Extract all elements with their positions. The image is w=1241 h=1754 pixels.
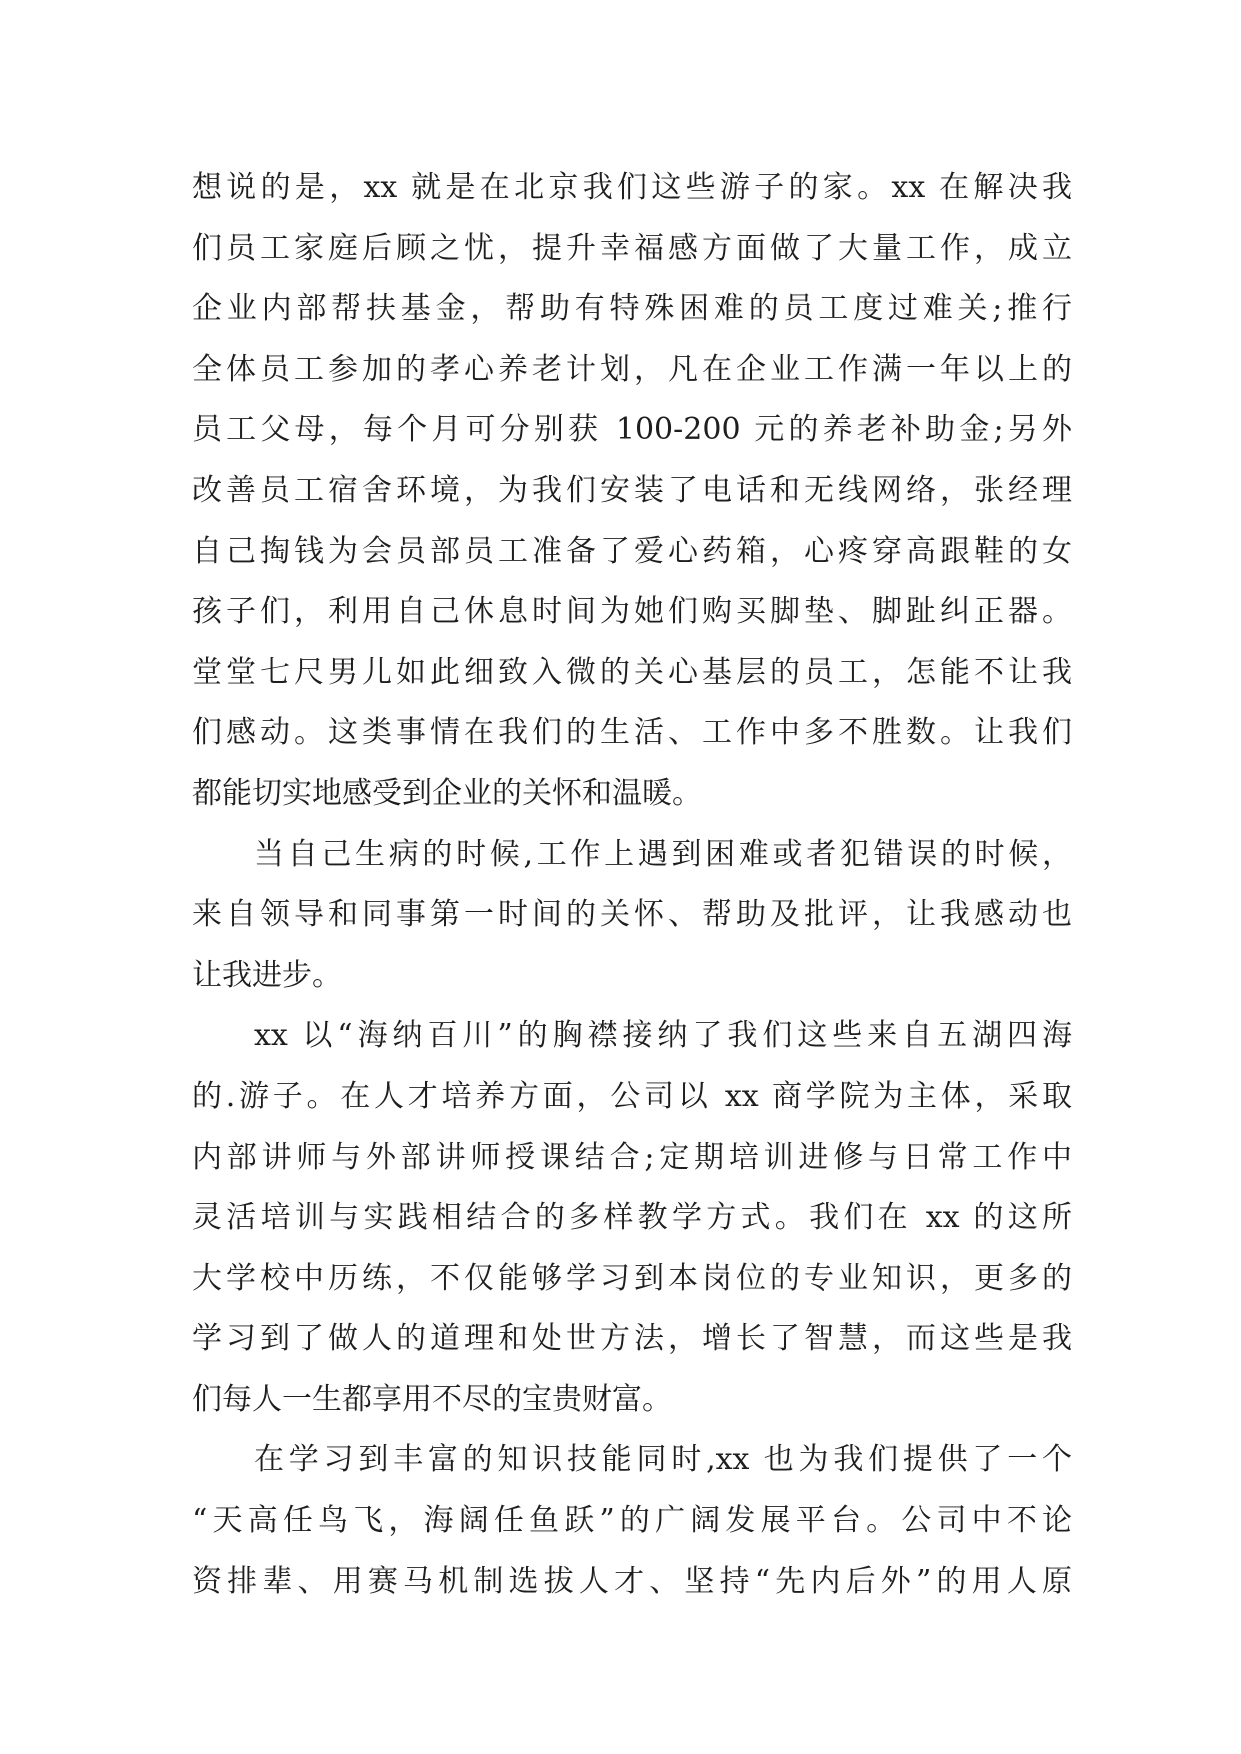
text-line: 在学习到丰富的知识技能同时,xx 也为我们提供了一个 [254, 1442, 1072, 1478]
text-line: 自己掏钱为会员部员工准备了爱心药箱，心疼穿高跟鞋的女 [192, 533, 1072, 569]
text-line: 的.游子。在人才培养方面，公司以 xx 商学院为主体，采取 [192, 1078, 1072, 1114]
text-line: 想说的是，xx 就是在北京我们这些游子的家。xx 在解决我 [192, 170, 1072, 205]
paragraph-3 [192, 1006, 1072, 1430]
paragraph-2 [192, 825, 1072, 1007]
paragraph-4 [192, 1430, 1072, 1612]
document-body [192, 158, 1072, 1612]
text-line: 学习到了做人的道理和处世方法，增长了智慧，而这些是我 [192, 1321, 1072, 1357]
text-line: 们每人一生都享用不尽的宝贵财富。 [192, 1381, 672, 1417]
text-line: 内部讲师与外部讲师授课结合;定期培训进修与日常工作中 [192, 1139, 1072, 1175]
text-line: 来自领导和同事第一时间的关怀、帮助及批评，让我感动也 [192, 897, 1072, 933]
text-line: 灵活培训与实践相结合的多样教学方式。我们在 xx 的这所 [192, 1200, 1072, 1236]
text-line: 资排辈、用赛马机制选拔人才、坚持“先内后外”的用人原 [192, 1563, 1072, 1599]
text-line: 让我进步。 [192, 957, 342, 993]
text-line: 们员工家庭后顾之忧，提升幸福感方面做了大量工作，成立 [192, 230, 1072, 266]
text-line: 堂堂七尺男儿如此细致入微的关心基层的员工，怎能不让我 [192, 654, 1072, 690]
text-line: xx 以“海纳百川”的胸襟接纳了我们这些来自五湖四海 [254, 1018, 1072, 1054]
text-line: 大学校中历练，不仅能够学习到本岗位的专业知识，更多的 [192, 1260, 1072, 1296]
text-line: 孩子们，利用自己休息时间为她们购买脚垫、脚趾纠正器。 [192, 594, 1072, 630]
text-line: 改善员工宿舍环境，为我们安装了电话和无线网络，张经理 [192, 472, 1072, 508]
text-line: 企业内部帮扶基金，帮助有特殊困难的员工度过难关;推行 [192, 291, 1072, 327]
text-line: 都能切实地感受到企业的关怀和温暖。 [192, 775, 702, 811]
paragraph-1 [192, 158, 1072, 825]
text-line: 当自己生病的时候,工作上遇到困难或者犯错误的时候， [254, 836, 1072, 872]
text-line: 全体员工参加的孝心养老计划，凡在企业工作满一年以上的 [192, 351, 1072, 387]
text-line: “天高任鸟飞，海阔任鱼跃”的广阔发展平台。公司中不论 [192, 1503, 1072, 1539]
text-line: 们感动。这类事情在我们的生活、工作中多不胜数。让我们 [192, 715, 1072, 751]
text-line: 员工父母，每个月可分别获 100-200 元的养老补助金;另外 [192, 412, 1072, 448]
